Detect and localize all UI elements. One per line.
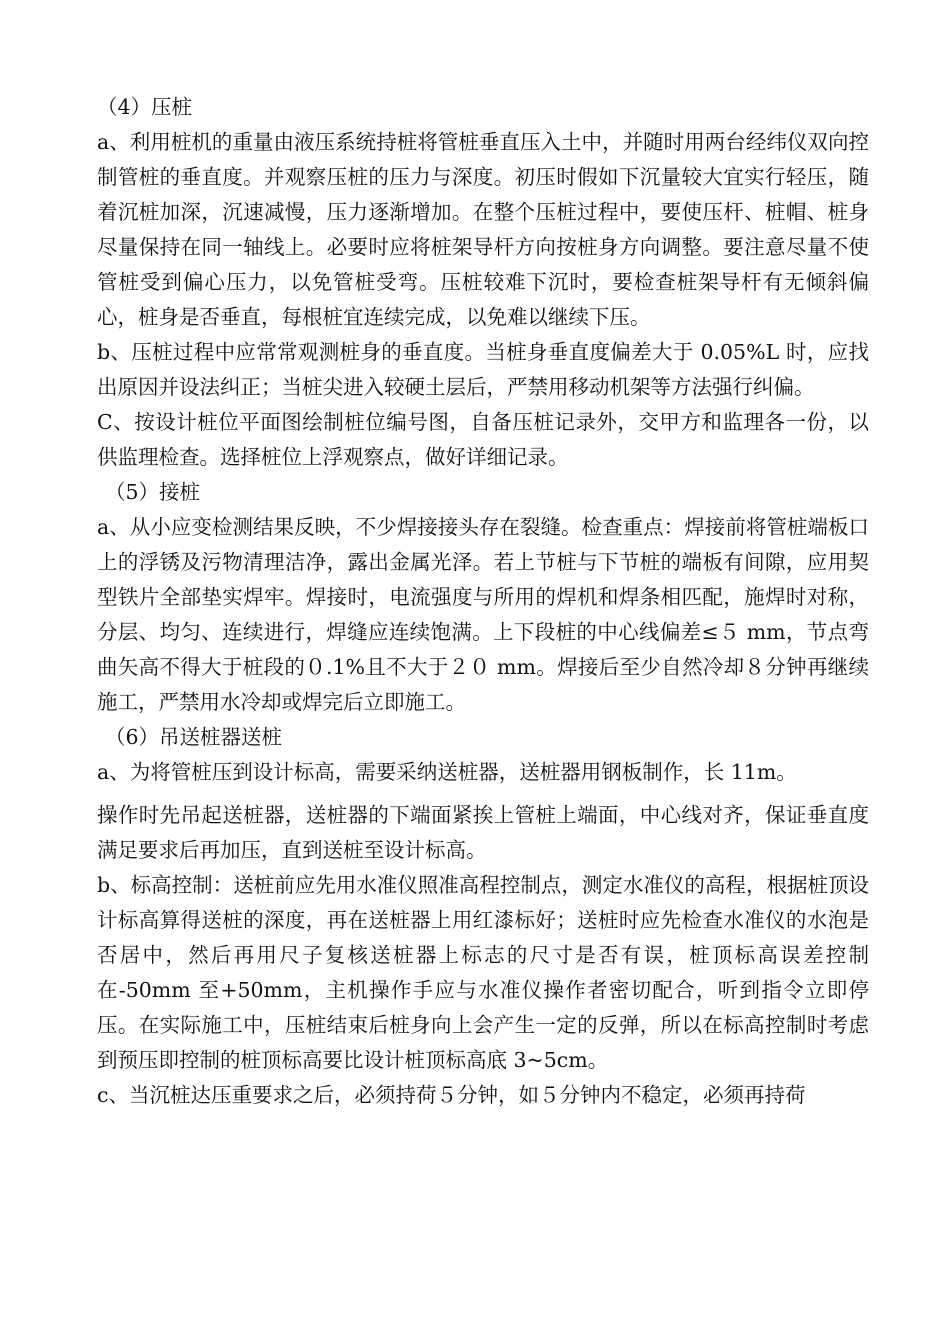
document-page: [97, 90, 869, 1113]
paragraph-follower-b: b、标高控制：送桩前应先用水准仪照准高程控制点，测定水准仪的高程，根据桩顶设计标高算得送桩的深度，再在送桩器上用红漆标好；送桩时应先检查水准仪的水泡是否居中，然后再用尺子复核送桩器上标志的尺寸是否有误，桩顶标高误差控制在-50mm 至+50mm，主机操作手应与水准仪操作者密切配合，听到指令立即停压。在实际施工中，压桩结束后桩身向上会产生一定的反弹，所以在标高控制时考虑到预压即控制的桩顶标高要比设计桩顶标高底 3~5cm。: [97, 873, 869, 1072]
paragraph-pressing-c: C、按设计桩位平面图绘制桩位编号图，自备压桩记录外，交甲方和监理各一份，以供监理检查。选择桩位上浮观察点，做好详细记录。: [97, 410, 869, 469]
section-heading-splicing: （5）接桩: [105, 480, 201, 504]
paragraph-follower-a: a、为将管桩压到设计标高，需要采纳送桩器，送桩器用钢板制作，长 11m。: [97, 760, 797, 784]
paragraph-splicing-a: a、从小应变检测结果反映，不少焊接接头存在裂缝。检查重点：焊接前将管桩端板口上的浮锈及污物清理洁净，露出金属光泽。若上节桩与下节桩的端板有间隙，应用契型铁片全部垫实焊牢。焊接时，电流强度与所用的焊机和焊条相匹配，施焊时对称，分层、均匀、连续进行，焊缝应连续饱满。上下段桩的中心线偏差≤５ mm，节点弯曲矢高不得大于桩段的０.1%且不大于２０ mm。焊接后至少自然冷却８分钟再继续施工，严禁用水冷却或焊完后立即施工。: [97, 515, 869, 714]
paragraph-follower-operation: 操作时先吊起送桩器，送桩器的下端面紧挨上管桩上端面，中心线对齐，保证垂直度满足要求后再加压，直到送桩至设计标高。: [97, 803, 869, 862]
section-heading-follower: （6）吊送桩器送桩: [105, 725, 283, 749]
paragraph-pressing-a: a、利用桩机的重量由液压系统持桩将管桩垂直压入土中，并随时用两台经纬仪双向控制管桩的垂直度。并观察压桩的压力与深度。初压时假如下沉量较大宜实行轻压，随着沉桩加深，沉速减慢，压力逐渐增加。在整个压桩过程中，要使压杆、桩帽、桩身尽量保持在同一轴线上。必要时应将桩架导杆方向按桩身方向调整。要注意尽量不使管桩受到偏心压力，以免管桩受弯。压桩较难下沉时，要检查桩架导杆有无倾斜偏心，桩身是否垂直，每根桩宜连续完成，以免难以继续下压。: [97, 130, 869, 329]
paragraph-follower-c: c、当沉桩达压重要求之后，必须持荷５分钟，如５分钟内不稳定，必须再持荷: [97, 1083, 806, 1107]
paragraph-gap: [97, 790, 869, 798]
section-heading-pressing: （4）压桩: [97, 95, 193, 119]
paragraph-pressing-b: b、压桩过程中应常常观测桩身的垂直度。当桩身垂直度偏差大于 0.05%L 时，应找出原因并设法纠正；当桩尖进入较硬土层后，严禁用移动机架等方法强行纠偏。: [97, 340, 869, 399]
